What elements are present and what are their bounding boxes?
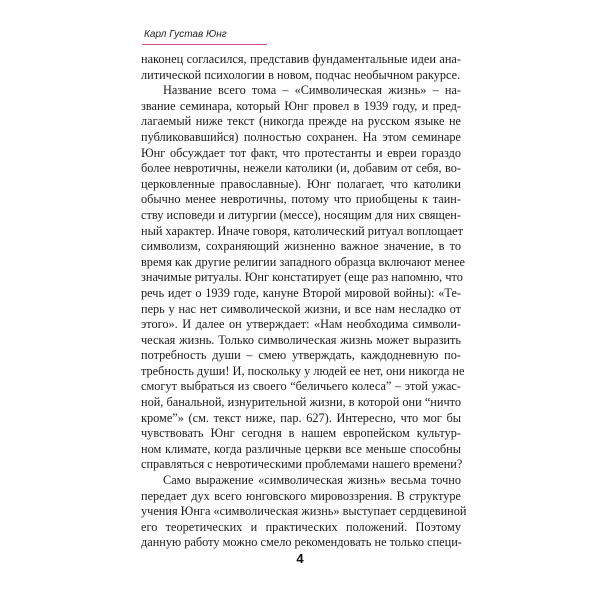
page-number: 4 bbox=[296, 551, 304, 566]
text-line: требность души! И, поскольку у людей ее нет, они никогда не bbox=[141, 363, 465, 378]
text-line: учения Юнга «символическая жизнь» выступает сердцевиной bbox=[141, 504, 467, 519]
text-line: кроме”» (см. текст ниже, пар. 627). Интересно, что мог бы bbox=[141, 410, 461, 425]
text-line: более невротичны, нежели католики (и, добавим от себя, во- bbox=[141, 161, 461, 176]
text-line: ческая жизнь. Только символическая жизнь может выразить bbox=[141, 332, 461, 347]
text-line: лагаемый ниже текст (никогда прежде на русском языке не bbox=[141, 114, 461, 129]
running-head bbox=[142, 29, 267, 45]
text-line: символизм, сохраняющий жизненно важное значение, в то bbox=[141, 239, 461, 254]
text-line: ном климате, когда различные церкви все меньше способны bbox=[141, 441, 461, 456]
text-line: церковленные православные). Юнг полагает, что католики bbox=[141, 176, 461, 191]
text-line: Само выражение «символическая жизнь» весьма точно bbox=[163, 473, 461, 488]
paragraph-3 bbox=[141, 473, 467, 551]
text-line: публиковавшийся) полностью сохранен. На этом семинаре bbox=[141, 129, 461, 144]
text-line: перь у нас нет символической жизни, и все нам несладко от bbox=[141, 301, 461, 316]
body-text bbox=[141, 52, 467, 551]
running-head-title: Карл Густав Юнг bbox=[144, 29, 227, 40]
text-line: речь идет о 1939 годе, кануне Второй мировой войны): «Те- bbox=[141, 285, 461, 300]
text-line: передает дух всего юнговского мировоззрения. В структуре bbox=[141, 488, 461, 503]
text-line: его теоретических и практических положений. Поэтому bbox=[141, 519, 461, 534]
text-line: значимые ритуалы. Юнг констатирует (еще раз напомню, что bbox=[141, 270, 463, 285]
text-line: обычно менее невротичны, потому что приобщены к таин- bbox=[141, 192, 461, 207]
text-line: справляться с невротическими проблемами нашего времени? bbox=[141, 457, 463, 472]
text-line: потребность души – смею утверждать, каждодневную по- bbox=[141, 348, 461, 363]
text-line: ной, банальной, изнурительной жизни, в которой они “ничто bbox=[141, 395, 461, 410]
text-line: Юнг обсуждает тот факт, что протестанты и евреи гораздо bbox=[141, 145, 461, 160]
text-line: смогут выбраться из своего “беличьего колеса” – этой ужас- bbox=[141, 379, 461, 394]
text-line: время как другие религии западного образца включают менее bbox=[141, 254, 465, 269]
text-line: данную работу можно смело рекомендовать не только специ- bbox=[141, 535, 462, 550]
paragraph-2 bbox=[141, 83, 465, 473]
text-line: ству исповеди и литургии (мессе), носящим для них священ- bbox=[141, 207, 461, 222]
text-line: чувствовать Юнг сегодня в нашем европейском культур- bbox=[141, 426, 461, 441]
text-line: Название всего тома – «Символическая жизнь» – на- bbox=[163, 83, 461, 98]
text-line: ный характер. Иначе говоря, католический ритуал воплощает bbox=[141, 223, 464, 238]
text-line: этого». И далее он утверждает: «Нам необходима символи- bbox=[141, 317, 461, 332]
paragraph-1 bbox=[141, 52, 461, 83]
text-line: наконец согласился, представив фундаментальные идеи ана- bbox=[141, 52, 461, 66]
text-line: литической психологии в новом, подчас необычном ракурсе. bbox=[141, 67, 461, 82]
text-line: звание семинара, который Юнг провел в 1939 году, и пред- bbox=[141, 98, 461, 113]
